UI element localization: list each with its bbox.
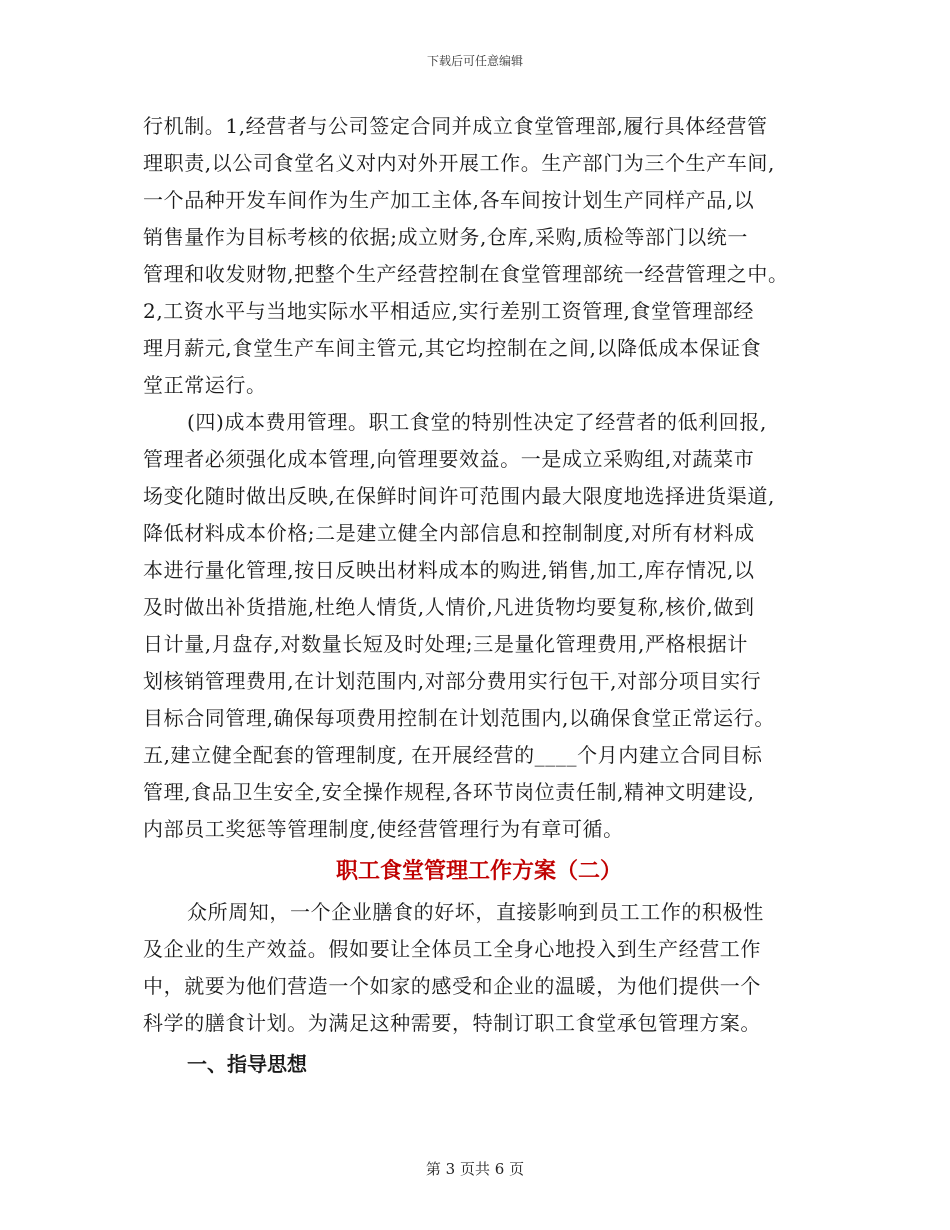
text-line: (四)成本费用管理。职工食堂的特别性决定了经营者的低利回报,: [187, 410, 767, 434]
text-line: 及时做出补货措施,杜绝人情货,人情价,凡进货物均要复称,核价,做到: [143, 595, 755, 619]
paragraph-block-1: [143, 108, 815, 404]
text-line: 降低材料成本价格;二是建立健全内部信息和控制制度,对所有材料成: [143, 521, 755, 545]
text-line: 管理者必须强化成本管理,向管理要效益。一是成立采购组,对蔬菜市: [143, 447, 755, 471]
page-header-note: 下载后可任意编辑: [426, 54, 523, 68]
paragraph-cost-management: [143, 404, 815, 848]
text-line: 理月薪元,食堂生产车间主管元,其它均控制在之间,以降低成本保证食: [143, 336, 762, 360]
text-line: 管理,食品卫生安全,安全操作规程,各环节岗位责任制,精神文明建设,: [143, 780, 755, 804]
text-line: 科学的膳食计划。为满足这种需要，特制订职工食堂承包管理方案。: [143, 1011, 761, 1035]
text-line: 目标合同管理,确保每项费用控制在计划范围内,以确保食堂正常运行。: [143, 706, 775, 730]
section-title: 职工食堂管理工作方案（二）: [335, 859, 622, 884]
text-line: 及企业的生产效益。假如要让全体员工全身心地投入到生产经营工作: [143, 937, 761, 961]
text-line: 堂正常运行。: [143, 373, 267, 397]
text-line: 理职责,以公司食堂名义对内对外开展工作。生产部门为三个生产车间,: [143, 151, 775, 175]
section-heading: 一、指导思想: [187, 1052, 307, 1076]
text-line: 2,工资水平与当地实际水平相适应,实行差别工资管理,食堂管理部经: [143, 299, 754, 323]
text-line: 本进行量化管理,按日反映出材料成本的购进,销售,加工,库存情况,以: [143, 558, 755, 582]
text-line: 场变化随时做出反映,在保鲜时间许可范围内最大限度地选择进货渠道,: [143, 484, 775, 508]
text-line: 划核销管理费用,在计划范围内,对部分费用实行包干,对部分项目实行: [143, 669, 762, 693]
paragraph-intro: [143, 894, 815, 1042]
text-line: 一个品种开发车间作为生产加工主体,各车间按计划生产同样产品,以: [143, 188, 755, 212]
text-line: 销售量作为目标考核的依据;成立财务,仓库,采购,质检等部门以统一: [143, 225, 749, 249]
page-number: 第 3 页共 6 页: [425, 1160, 525, 1178]
text-line: 管理和收发财物,把整个生产经营控制在食堂管理部统一经营管理之中。: [143, 262, 789, 286]
text-line: 五,建立健全配套的管理制度, 在开展经营的____个月内建立合同目标: [143, 743, 763, 767]
text-line: 行机制。1,经营者与公司签定合同并成立食堂管理部,履行具体经营管: [143, 114, 768, 138]
document-body: [143, 108, 815, 1086]
text-line: 内部员工奖惩等管理制度,使经营管理行为有章可循。: [143, 817, 624, 841]
text-line: 日计量,月盘存,对数量长短及时处理;三是量化管理费用,严格根据计: [143, 632, 749, 656]
text-line: 众所周知，一个企业膳食的好坏，直接影响到员工工作的积极性: [187, 900, 764, 924]
text-line: 中，就要为他们营造一个如家的感受和企业的温暖，为他们提供一个: [143, 974, 761, 998]
